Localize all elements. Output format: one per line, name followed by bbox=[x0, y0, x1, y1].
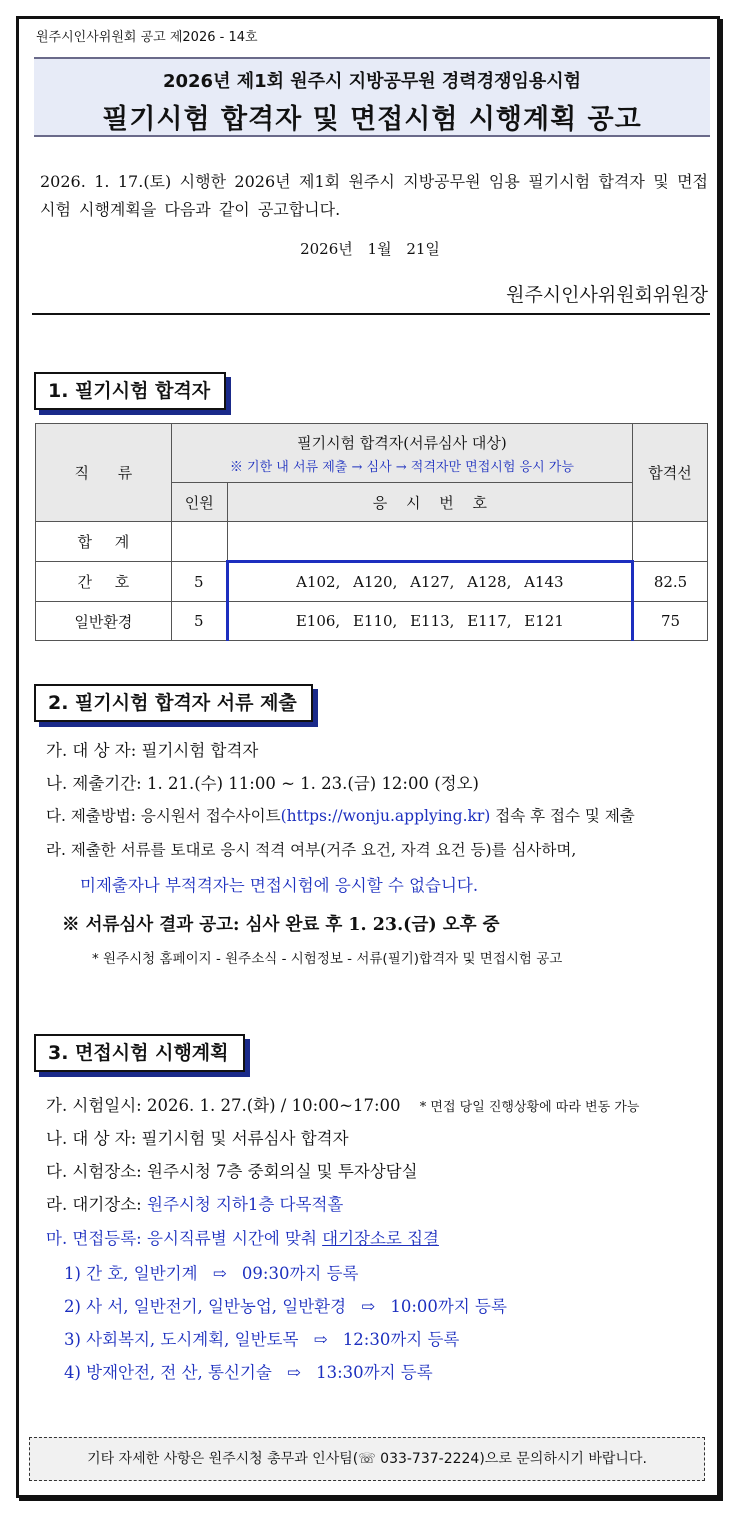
s2-item-method bbox=[46, 804, 635, 826]
table-row bbox=[36, 602, 708, 641]
s2-item-period bbox=[46, 770, 479, 794]
s2-item-review bbox=[46, 838, 576, 860]
row-cutoff bbox=[633, 522, 708, 562]
submission-site-link[interactable]: (https://wonju.applying.kr) bbox=[280, 807, 491, 825]
table-row bbox=[36, 522, 708, 562]
s2-item-target bbox=[46, 737, 258, 761]
item-text: 원주시청 지하1층 다목적홀 bbox=[147, 1195, 344, 1214]
arrow-icon: ⇨ bbox=[287, 1363, 301, 1382]
s3-item-target bbox=[46, 1125, 349, 1149]
row-numbers: A102, A120, A127, A128, A143 bbox=[227, 562, 632, 602]
item-text: 접속 후 접수 및 제출 bbox=[495, 807, 635, 825]
contact-footer: 기타 자세한 사항은 원주시청 총무과 인사팀(☏ 033-737-2224)으로 문의하시기 바랍니다. bbox=[29, 1437, 705, 1481]
schedule-time: 10:00까지 등록 bbox=[390, 1297, 507, 1316]
item-text: 응시직류별 시간에 맞춰 bbox=[147, 1229, 317, 1248]
row-cutoff: 82.5 bbox=[633, 562, 708, 602]
schedule-groups: 2) 사 서, 일반전기, 일반농업, 일반환경 bbox=[64, 1297, 347, 1316]
schedule-row bbox=[64, 1359, 433, 1383]
schedule-time: 12:30까지 등록 bbox=[342, 1330, 460, 1349]
row-numbers bbox=[227, 522, 632, 562]
passers-table bbox=[35, 423, 708, 641]
row-job: 간 호 bbox=[36, 562, 172, 602]
item-text: 필기시험 및 서류심사 합격자 bbox=[141, 1129, 349, 1148]
row-count: 5 bbox=[171, 562, 227, 602]
section3-heading: 3. 면접시험 시행계획 bbox=[34, 1034, 245, 1072]
announcement-date: 2026년 1월 21일 bbox=[300, 240, 440, 258]
s3-item-datetime bbox=[46, 1092, 639, 1116]
row-job: 합 계 bbox=[36, 522, 172, 562]
header-numbers: 응 시 번 호 bbox=[227, 483, 632, 522]
item-label: 가. 시험일시: bbox=[46, 1096, 142, 1115]
schedule-row bbox=[64, 1260, 358, 1284]
arrow-icon: ⇨ bbox=[212, 1264, 227, 1283]
row-count: 5 bbox=[171, 602, 227, 641]
result-notice: ※ 서류심사 결과 공고: 심사 완료 후 1. 23.(금) 오후 중 bbox=[62, 915, 500, 935]
row-cutoff: 75 bbox=[633, 602, 708, 641]
schedule-time: 13:30까지 등록 bbox=[316, 1363, 433, 1382]
item-text: 응시원서 접수사이트 bbox=[140, 807, 281, 825]
item-text: 2026. 1. 27.(화) / 10:00~17:00 bbox=[147, 1096, 401, 1115]
item-text: 1. 21.(수) 11:00 ~ 1. 23.(금) 12:00 (정오) bbox=[147, 774, 479, 793]
s3-item-registration bbox=[46, 1225, 439, 1249]
row-job: 일반환경 bbox=[36, 602, 172, 641]
signature: 원주시인사위원회위원장 bbox=[506, 284, 708, 306]
item-label: 나. 제출기간: bbox=[46, 774, 142, 793]
section2-heading: 2. 필기시험 합격자 서류 제출 bbox=[34, 684, 313, 722]
result-path: * 원주시청 홈페이지 - 원주소식 - 시험정보 - 서류(필기)합격자 및 면접시험 공고 bbox=[92, 951, 563, 967]
item-text-underlined: 대기장소로 집결 bbox=[322, 1229, 439, 1248]
title-line1: 2026년 제1회 원주시 지방공무원 경력경쟁임용시험 bbox=[162, 71, 582, 92]
row-numbers: E106, E110, E113, E117, E121 bbox=[227, 602, 632, 641]
item-label: 가. 대 상 자: bbox=[46, 741, 137, 760]
row-count bbox=[171, 522, 227, 562]
s3-item-waiting bbox=[46, 1191, 343, 1215]
schedule-groups: 4) 방재안전, 전 산, 통신기술 bbox=[64, 1363, 272, 1382]
s2-warning: 미제출자나 부적격자는 면접시험에 응시할 수 없습니다. bbox=[80, 876, 479, 895]
item-text: 필기시험 합격자 bbox=[141, 741, 259, 760]
item-text: 원주시청 7층 중회의실 및 투자상담실 bbox=[147, 1162, 418, 1181]
header-job: 직 류 bbox=[36, 424, 172, 522]
header-group bbox=[171, 424, 632, 483]
table-row bbox=[36, 562, 708, 602]
item-label: 나. 대 상 자: bbox=[46, 1129, 137, 1148]
item-label: 라. 대기장소: bbox=[46, 1195, 142, 1214]
item-label: 다. 시험장소: bbox=[46, 1162, 142, 1181]
schedule-row bbox=[64, 1293, 507, 1317]
item-label: 마. 면접등록: bbox=[46, 1229, 142, 1248]
section1-heading: 1. 필기시험 합격자 bbox=[34, 372, 226, 410]
schedule-time: 09:30까지 등록 bbox=[241, 1264, 359, 1283]
arrow-icon: ⇨ bbox=[361, 1297, 376, 1316]
s3-item-venue bbox=[46, 1158, 418, 1182]
title-box bbox=[34, 57, 710, 137]
item-note: * 면접 당일 진행상황에 따라 변동 가능 bbox=[419, 1100, 640, 1115]
header-group-title: 필기시험 합격자(서류심사 대상) bbox=[297, 433, 507, 452]
item-label: 라. bbox=[46, 841, 66, 859]
header-group-note: ※ 기한 내 서류 제출 → 심사 → 적격자만 면접시험 응시 가능 bbox=[229, 459, 574, 475]
title-line2: 필기시험 합격자 및 면접시험 시행계획 공고 bbox=[102, 104, 642, 135]
item-text: 제출한 서류를 토대로 응시 적격 여부(거주 요건, 자격 요건 등)를 심사하며, bbox=[70, 841, 577, 859]
divider bbox=[32, 313, 710, 315]
header-cutoff: 합격선 bbox=[633, 424, 708, 522]
document-number: 원주시인사위원회 공고 제2026 - 14호 bbox=[36, 30, 258, 45]
schedule-groups: 1) 간 호, 일반기계 bbox=[64, 1264, 198, 1283]
arrow-icon: ⇨ bbox=[313, 1330, 328, 1349]
schedule-row bbox=[64, 1326, 459, 1350]
item-label: 다. 제출방법: bbox=[46, 807, 136, 825]
intro-paragraph: 2026. 1. 17.(토) 시행한 2026년 제1회 원주시 지방공무원 임용 필기시험 합격자 및 면접시험 시행계획을 다음과 같이 공고합니다. bbox=[40, 172, 708, 219]
schedule-groups: 3) 사회복지, 도시계획, 일반토목 bbox=[64, 1330, 299, 1349]
header-count: 인원 bbox=[171, 483, 227, 522]
